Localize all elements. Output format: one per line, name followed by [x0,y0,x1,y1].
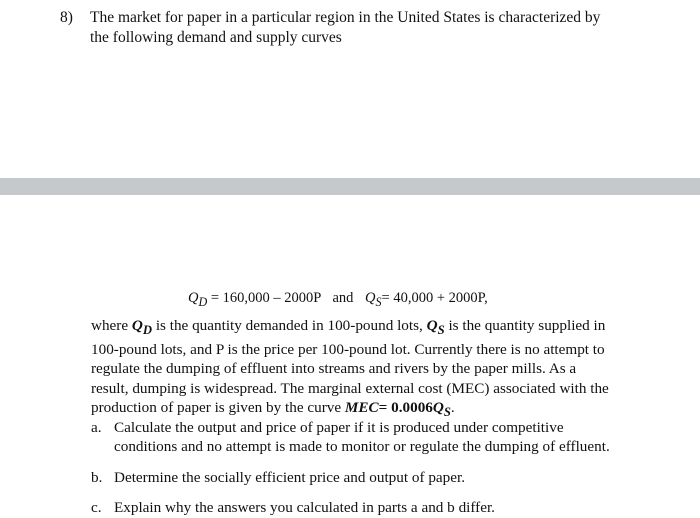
qd-symbol: $Q_D$ [131,317,153,338]
paragraph-line-2: 100-pound lots, and P is the price per 100-pound lot. Currently there is no attempt to [91,341,605,359]
sub-question-c-line-1: Explain why the answers you calculated in parts a and b differ. [114,499,495,517]
sub-question-b-line-1: Determine the socially efficient price and output of paper. [114,468,466,486]
supply-formula: = 40,000 + 2000P, [381,290,488,306]
paragraph-line-1: where $Q_D$ is the quantity demanded in 100-pound lots, $Q_S$ is the quantity supplied in [91,317,606,338]
question-number: 8) [60,9,73,26]
mec-symbol: MEC [344,398,379,416]
sub-question-c [91,498,671,517]
demand-formula: = 160,000 – 2000P [207,290,321,306]
sub-question-a [91,418,671,457]
qs-symbol: $Q_S$ [426,317,445,338]
supply-symbol: $Q_S$ [365,290,382,309]
question-intro [90,8,680,48]
sub-question-a-label: a. [91,419,102,436]
demand-symbol: $Q_D$ [188,290,208,309]
paragraph-line-3: regulate the dumping of effluent into streams and rivers by the paper mills. As a [91,360,577,378]
paragraph-line-5: production of paper is given by the curve $MEC= 0.0006Q_S$. [91,398,455,419]
mec-qs-symbol: $Q_S$ [432,398,451,419]
intro-line-1: The market for paper in a particular region in the United States is characterized by [90,9,601,26]
equation-conjunction: and [332,290,354,306]
intro-line-2: the following demand and supply curves [90,29,342,46]
sub-question-a-line-1: Calculate the output and price of paper if it is produced under competitive [114,419,564,436]
sub-questions [91,418,671,518]
problem-paragraph [91,316,651,422]
sub-question-a-line-2: conditions and no attempt is made to monitor or regulate the dumping of effluent. [114,438,610,456]
sub-question-b [91,468,671,487]
sub-question-b-label: b. [91,468,103,486]
paragraph-line-4: result, dumping is widespread. The marginal external cost (MEC) associated with the [91,379,609,397]
sub-question-c-label: c. [91,499,102,517]
supply-demand-equation [188,290,488,310]
divider-band [0,178,700,195]
